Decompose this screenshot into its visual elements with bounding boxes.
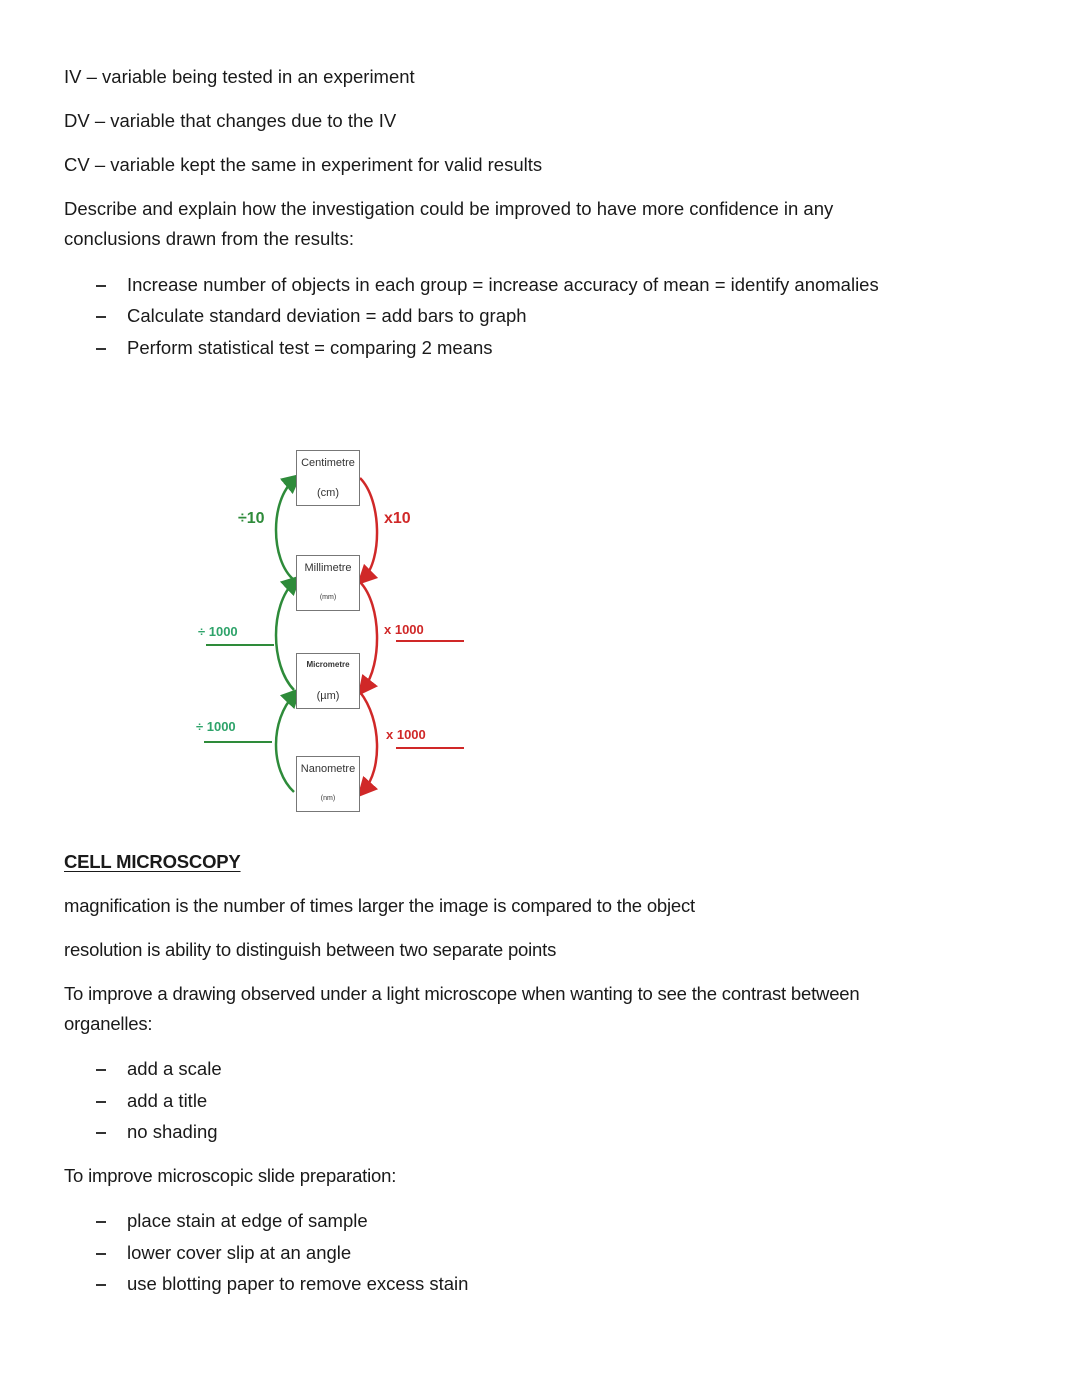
definition-iv: IV – variable being tested in an experiment — [64, 66, 415, 87]
divider-line — [206, 644, 274, 646]
unit-box-nanometre: Nanometre (nm) — [296, 756, 360, 812]
definition-cv: CV – variable kept the same in experiment for valid results — [64, 154, 543, 175]
drawing-intro-line1: To improve a drawing observed under a light microscope when wanting to see the contrast between — [64, 983, 860, 1004]
dash-bullet-icon — [96, 1284, 106, 1286]
unit-box-centimetre: Centimetre (cm) — [296, 450, 360, 506]
list-item: add a title — [127, 1090, 208, 1111]
multiply-1000-label-2: x 1000 — [386, 727, 426, 742]
unit-box-micrometre: Micrometre (µm) — [296, 653, 360, 709]
divider-line — [396, 747, 464, 749]
dash-bullet-icon — [96, 1253, 106, 1255]
list-item: no shading — [127, 1121, 218, 1142]
list-item: use blotting paper to remove excess stain — [127, 1273, 469, 1294]
list-item: Perform statistical test = comparing 2 means — [127, 337, 493, 358]
section-heading-cell-microscopy: CELL MICROSCOPY — [64, 851, 241, 872]
divider-line — [396, 640, 464, 642]
multiply-10-label: x10 — [384, 510, 411, 527]
dash-bullet-icon — [96, 316, 106, 318]
list-item: add a scale — [127, 1058, 222, 1079]
drawing-intro-line2: organelles: — [64, 1013, 153, 1034]
dash-bullet-icon — [96, 1132, 106, 1134]
dash-bullet-icon — [96, 348, 106, 350]
list-item: Calculate standard deviation = add bars to graph — [127, 305, 527, 326]
dash-bullet-icon — [96, 1069, 106, 1071]
resolution-definition: resolution is ability to distinguish between two separate points — [64, 939, 557, 960]
dash-bullet-icon — [96, 1101, 106, 1103]
definition-dv: DV – variable that changes due to the IV — [64, 110, 397, 131]
divider-line — [204, 741, 272, 743]
list-item: Increase number of objects in each group = increase accuracy of mean = identify anomalies — [127, 274, 879, 295]
slide-intro: To improve microscopic slide preparation: — [64, 1165, 397, 1186]
improve-question-line1: Describe and explain how the investigation could be improved to have more confidence in any — [64, 198, 834, 219]
divide-1000-label-1: ÷ 1000 — [198, 624, 238, 639]
magnification-definition: magnification is the number of times larger the image is compared to the object — [64, 895, 695, 916]
list-item: place stain at edge of sample — [127, 1210, 368, 1231]
multiply-1000-label-1: x 1000 — [384, 622, 424, 637]
improve-question-line2: conclusions drawn from the results: — [64, 228, 354, 249]
unit-conversion-diagram — [190, 440, 490, 830]
dash-bullet-icon — [96, 1221, 106, 1223]
list-item: lower cover slip at an angle — [127, 1242, 352, 1263]
divide-1000-label-2: ÷ 1000 — [196, 719, 236, 734]
divide-10-label: ÷10 — [238, 510, 265, 527]
unit-box-millimetre: Millimetre (mm) — [296, 555, 360, 611]
dash-bullet-icon — [96, 285, 106, 287]
